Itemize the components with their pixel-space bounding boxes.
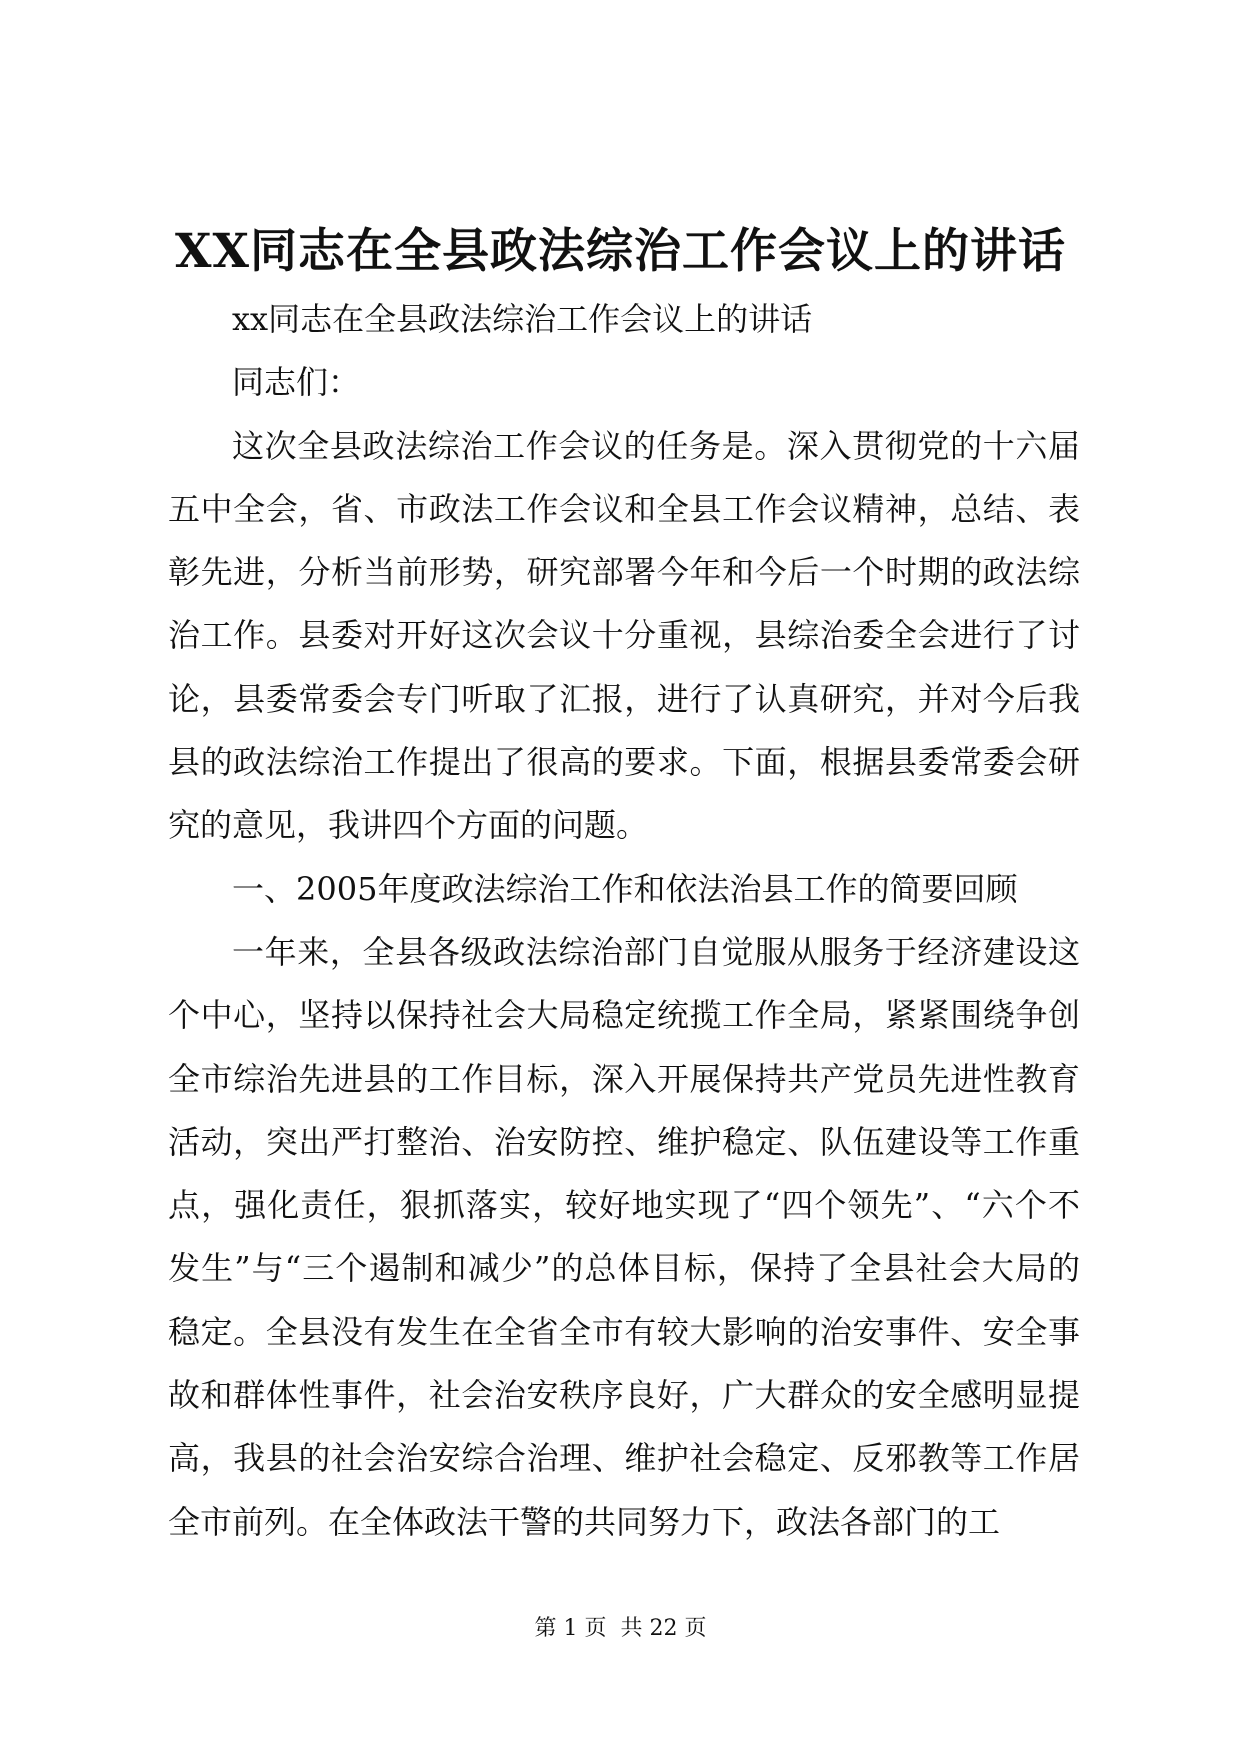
section-heading: 一、2005年度政法综治工作和依法治县工作的简要回顾 bbox=[232, 869, 1018, 908]
document-title: XX同志在全县政法综治工作会议上的讲话 bbox=[175, 224, 1066, 279]
page-footer: 第 1 页 共 22 页 bbox=[534, 1616, 707, 1641]
salutation-paragraph: 同志们： bbox=[232, 363, 361, 402]
intro-paragraph: 这次全县政法综治工作会议的任务是。深入贯彻党的十六届五中全会，省、市政法工作会议和全县工作会议精神，总结、表彰先进，分析当前形势，研究部署今年和今后一个时期的政法综治工作。县委对开好这次会议十分重视，县综治委全会进行了讨论，县委常委会专门听取了汇报，进行了认真研究，并对今后我县的政法综治工作提出了很高的要求。下面，根据县委常委会研究的意见，我讲四个方面的问题。 bbox=[168, 426, 1080, 845]
review-paragraph: 一年来，全县各级政法综治部门自觉服从服务于经济建设这个中心，坚持以保持社会大局稳定统揽工作全局，紧紧围绕争创全市综治先进县的工作目标，深入开展保持共产党员先进性教育活动，突出严打整治、治安防控、维护稳定、队伍建设等工作重点，强化责任，狠抓落实，较好地实现了“四个领先”、“六个不发生”与“三个遏制和减少”的总体目标，保持了全县社会大局的稳定。全县没有发生在全省全市有较大影响的治安事件、安全事故和群体性事件，社会治安秩序良好，广大群众的安全感明显提高，我县的社会治安综合治理、维护社会稳定、反邪教等工作居全市前列。在全体政法干警的共同努力下，政法各部门的工 bbox=[168, 932, 1080, 1541]
subtitle-paragraph: xx同志在全县政法综治工作会议上的讲话 bbox=[232, 300, 813, 338]
document-body bbox=[168, 288, 1080, 1554]
